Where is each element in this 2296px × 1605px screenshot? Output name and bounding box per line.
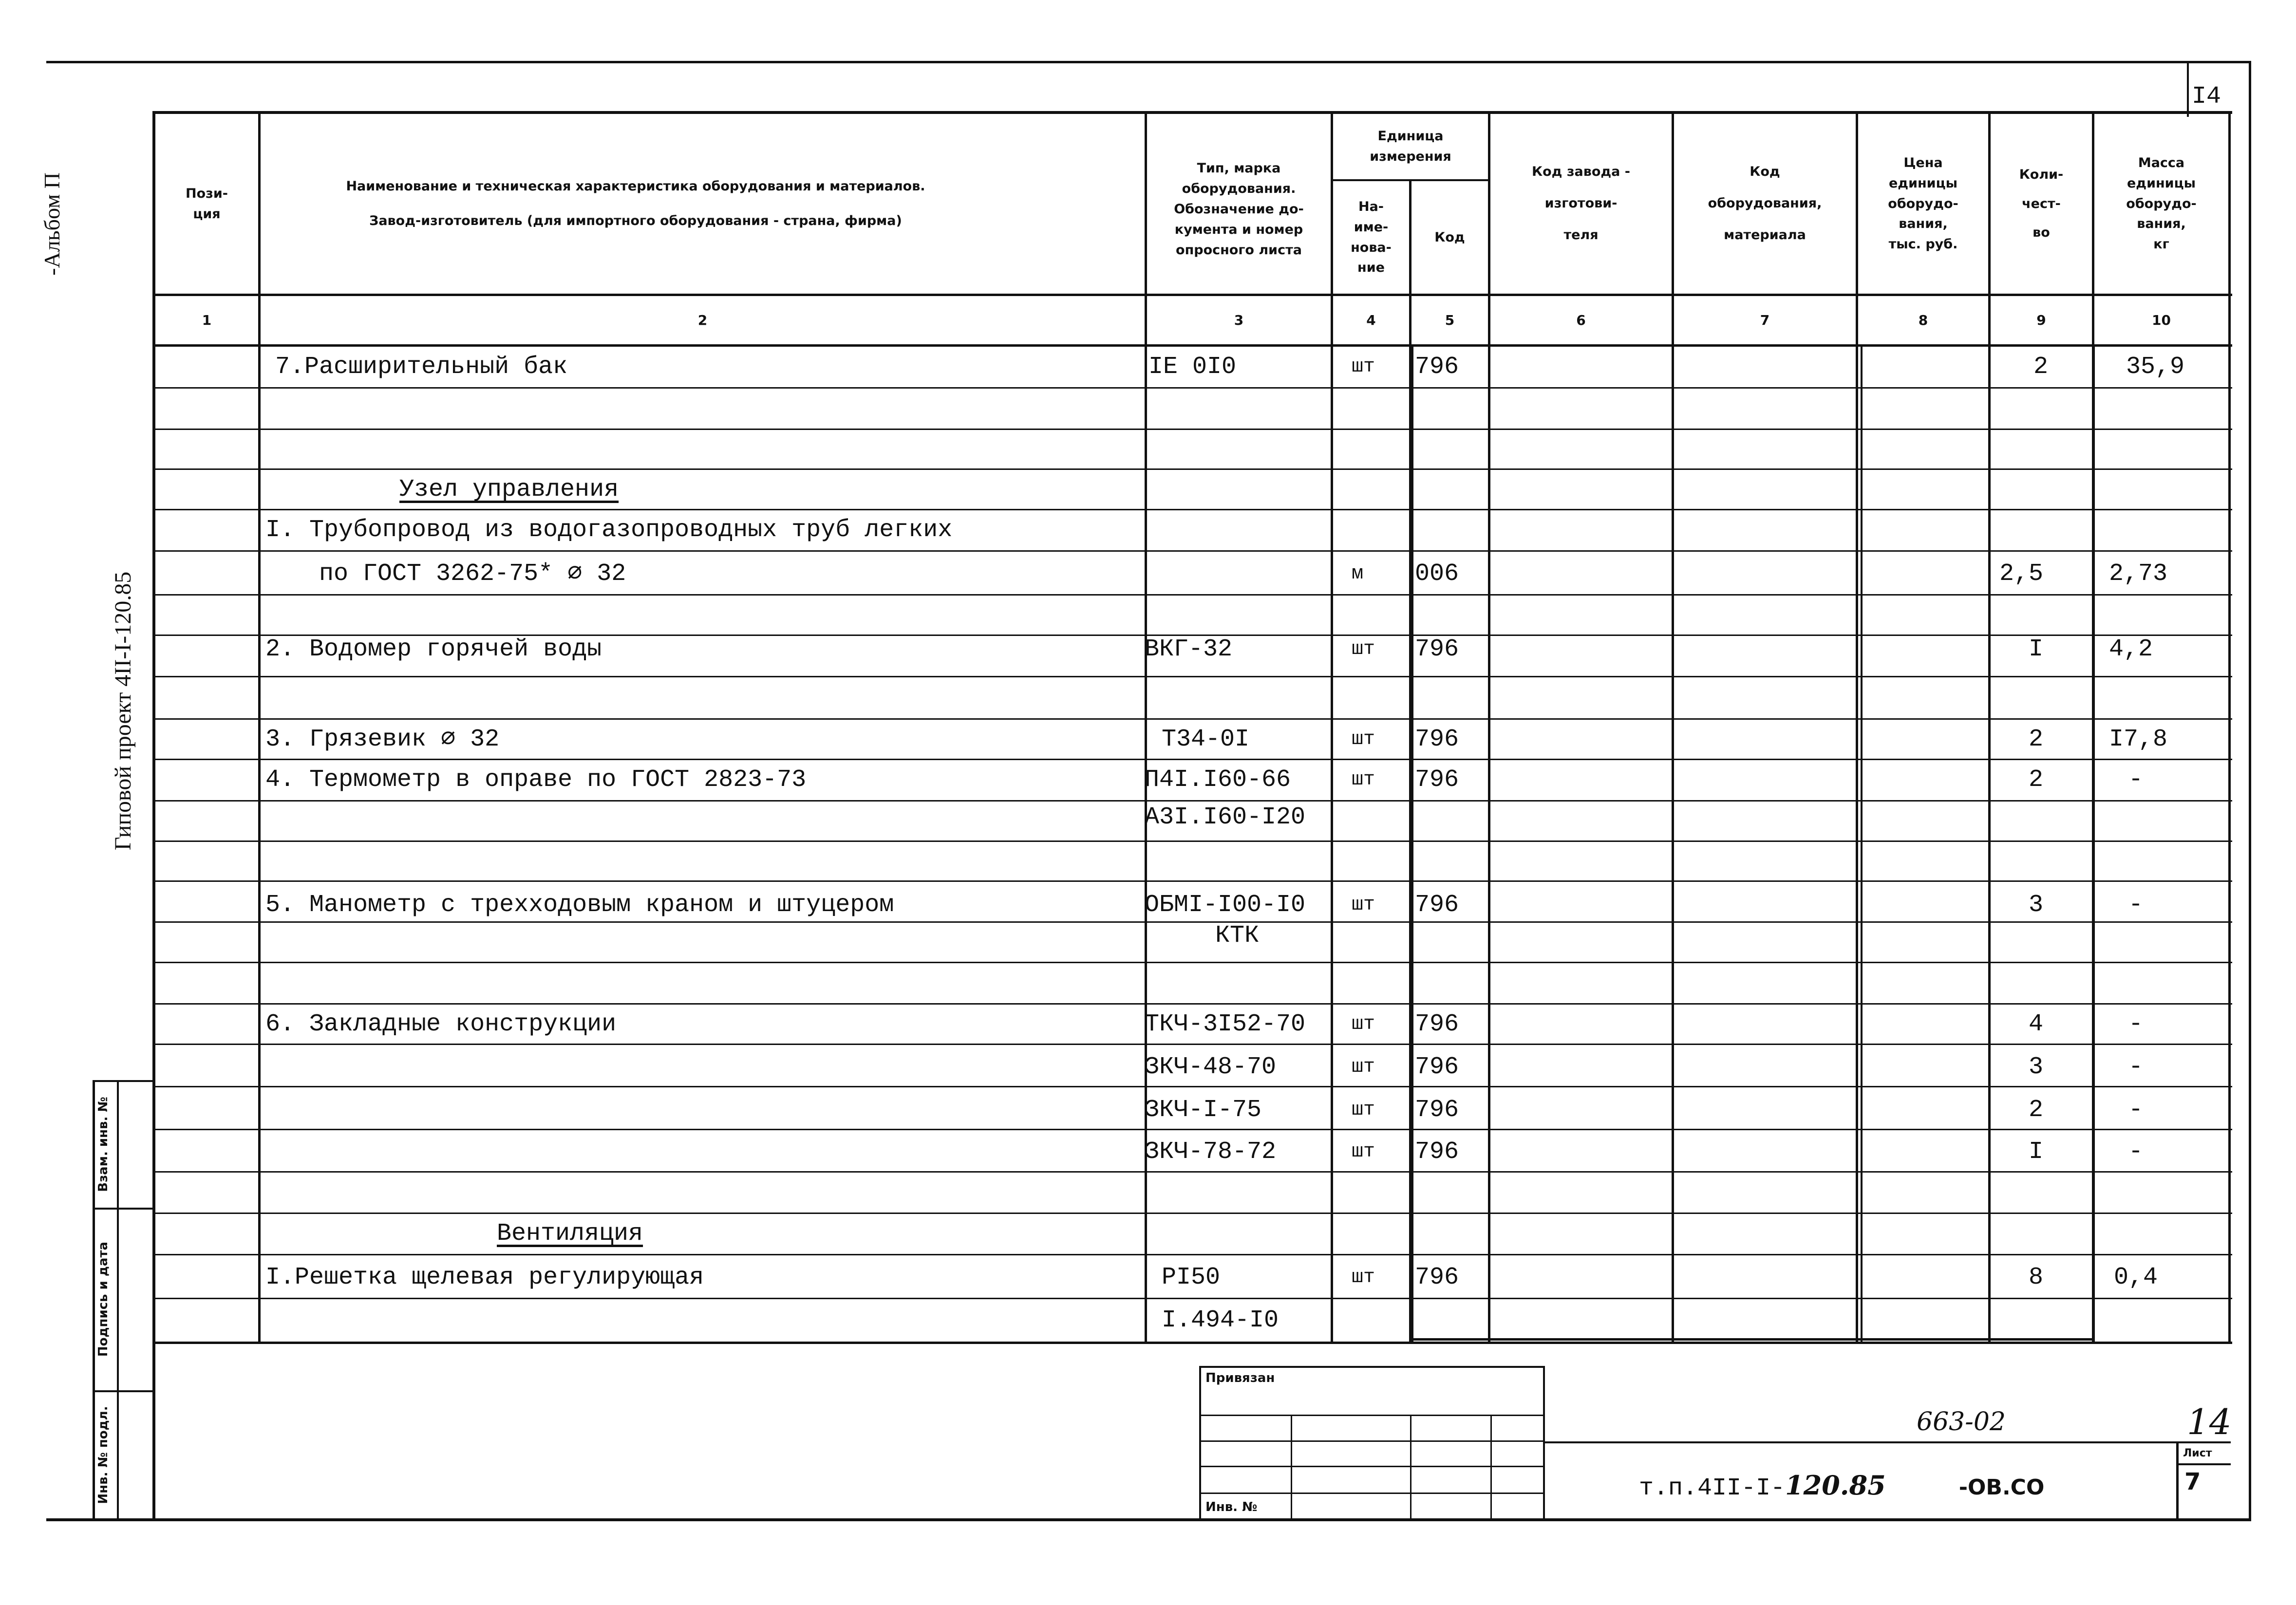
item-type: ТКЧ-3I52-70 xyxy=(1145,1010,1306,1038)
stamp-box-h1 xyxy=(1199,1415,1544,1416)
item-unit: шт xyxy=(1352,894,1375,916)
colnum-1: 1 xyxy=(202,312,212,328)
sheet-number-handwritten: 14 xyxy=(2187,1401,2232,1442)
header-factory-code: Код завода - изготови- теля xyxy=(1532,164,1630,243)
item-mass: 0,4 xyxy=(2114,1264,2158,1291)
item-qty: 4 xyxy=(2029,1010,2044,1038)
item-type: П4I.I60-66 xyxy=(1145,766,1291,794)
item-qty: I xyxy=(2029,1138,2044,1166)
item-unit: шт xyxy=(1352,1013,1375,1035)
item-qty: 8 xyxy=(2029,1264,2044,1291)
item-type: IE 0I0 xyxy=(1148,353,1237,381)
item-type: I.494-I0 xyxy=(1162,1306,1279,1334)
item-qty: 2 xyxy=(2029,1096,2044,1124)
corner-box-left xyxy=(2187,63,2189,117)
item-unit: шт xyxy=(1352,1056,1375,1078)
colnum-5: 5 xyxy=(1445,312,1455,328)
colnum-2: 2 xyxy=(697,312,708,328)
row-line xyxy=(152,1254,2232,1255)
item-unit: м xyxy=(1352,563,1364,585)
stamp-privyazan: Привязан xyxy=(1205,1371,1275,1385)
item-qty: 2,5 xyxy=(1999,560,2044,588)
item-mass: - xyxy=(2128,891,2144,919)
item-code: 796 xyxy=(1415,1053,1459,1081)
item-mass: - xyxy=(2128,1010,2144,1038)
item-name: I. Трубопровод из водогазопроводных труб легких xyxy=(265,516,953,544)
stamp-box-v2 xyxy=(1410,1415,1411,1519)
stamp-col-mid xyxy=(117,1080,119,1521)
project-label: Гиповой проект 4II-I-120.85 xyxy=(110,571,136,851)
item-type: ЗКЧ-78-72 xyxy=(1145,1138,1277,1166)
stamp-inv-podl: Инв. № подл. xyxy=(96,1406,111,1504)
accent-8 xyxy=(1861,344,1863,1343)
designation-prefix: т.п.4II-I- xyxy=(1639,1474,1786,1502)
item-qty: I xyxy=(2029,635,2044,663)
sheet-box-left xyxy=(2176,1441,2179,1521)
row-line xyxy=(152,1213,2232,1214)
stamp-box-top xyxy=(1199,1366,1544,1368)
item-type: ВКГ-32 xyxy=(1145,635,1233,663)
item-mass: 4,2 xyxy=(2109,635,2153,663)
item-unit: шт xyxy=(1352,356,1375,378)
stamp-box-h2 xyxy=(1199,1440,1544,1442)
album-label: -Альбом П xyxy=(39,172,64,276)
row-line xyxy=(152,840,2232,842)
header-position: Пози- ция xyxy=(186,186,228,222)
header-name: Наименование и техническая характеристика оборудования и материалов. Завод-изготовитель (для импортного оборудования - страна, фирма) xyxy=(346,179,925,228)
accent-9 xyxy=(2093,344,2095,1343)
item-type: ЗКЧ-I-75 xyxy=(1145,1096,1262,1124)
stamp-box-left xyxy=(1199,1366,1201,1521)
drawing-number: 663-02 xyxy=(1917,1407,2006,1437)
item-name: I.Решетка щелевая регулирующая xyxy=(265,1264,704,1291)
header-mass: Масса единицы оборудо- вания, кг xyxy=(2126,155,2197,252)
designation-number: 120.85 xyxy=(1785,1470,1886,1501)
stamp-signature-date: Подпись и дата xyxy=(96,1241,111,1357)
item-code: 796 xyxy=(1415,635,1459,663)
item-mass: - xyxy=(2128,766,2144,794)
colnum-10: 10 xyxy=(2152,312,2171,328)
item-name: 2. Водомер горячей воды xyxy=(265,635,602,663)
item-name: по ГОСТ 3262-75* ⌀ 32 xyxy=(319,560,626,588)
item-type: PI50 xyxy=(1162,1264,1221,1291)
item-mass: 35,9 xyxy=(2126,353,2185,381)
item-mass: - xyxy=(2128,1096,2144,1124)
designation-suffix: -ОВ.СО xyxy=(1958,1475,2045,1500)
header-unit-name: На- име- нова- ние xyxy=(1351,199,1392,276)
item-mass: I7,8 xyxy=(2109,726,2168,753)
item-code: 796 xyxy=(1415,353,1459,381)
item-code: 796 xyxy=(1415,891,1459,919)
row-line xyxy=(152,962,2232,963)
colnum-8: 8 xyxy=(1918,312,1928,328)
item-code: 796 xyxy=(1415,726,1459,753)
row-line xyxy=(152,676,2232,677)
item-type: А3I.I60-I20 xyxy=(1145,803,1306,831)
item-code: 796 xyxy=(1415,1138,1459,1166)
colnum-4: 4 xyxy=(1366,312,1376,328)
item-unit: шт xyxy=(1352,728,1375,750)
item-qty: 2 xyxy=(2029,766,2044,794)
stamp-h2 xyxy=(93,1208,153,1210)
frame-right-line xyxy=(2249,61,2251,1519)
item-name: 6. Закладные конструкции xyxy=(265,1010,617,1038)
item-code: 006 xyxy=(1415,560,1459,588)
sheet-box-mid xyxy=(2176,1463,2231,1465)
stamp-box-v1 xyxy=(1291,1415,1292,1519)
col-line-10 xyxy=(2228,111,2231,1343)
sheet-corner-number: I4 xyxy=(2192,83,2221,111)
colnum-3: 3 xyxy=(1234,312,1244,328)
item-qty: 2 xyxy=(2033,353,2049,381)
header-unit-code: Код xyxy=(1434,229,1465,245)
item-type: КТК xyxy=(1215,922,1260,950)
item-qty: 3 xyxy=(2029,1053,2044,1081)
stamp-box-right xyxy=(1543,1366,1545,1521)
item-code: 796 xyxy=(1415,1010,1459,1038)
stamp-box-h3 xyxy=(1199,1466,1544,1467)
header-unit: Единица измерения xyxy=(1370,129,1451,164)
item-type: ЗКЧ-48-70 xyxy=(1145,1053,1277,1081)
frame-top-line xyxy=(46,61,2250,63)
item-mass: - xyxy=(2128,1138,2144,1166)
header-type: Тип, марка оборудования. Обозначение до- кумента и номер опросного листа xyxy=(1174,161,1304,258)
item-name: 3. Грязевик ⌀ 32 xyxy=(265,726,500,753)
item-unit: шт xyxy=(1352,769,1375,791)
item-type: ОБМI-I00-I0 xyxy=(1145,891,1306,919)
item-name: 4. Термометр в оправе по ГОСТ 2823-73 xyxy=(265,766,807,794)
item-type: Т34-0I xyxy=(1162,726,1250,753)
title-block-top xyxy=(1544,1441,2231,1443)
item-code: 796 xyxy=(1415,766,1459,794)
stamp-inv-no: Инв. № xyxy=(1205,1500,1258,1514)
sheet-label: Лист xyxy=(2183,1447,2212,1459)
sheet-number: 7 xyxy=(2184,1468,2201,1495)
row-line xyxy=(152,429,2232,430)
stamp-col-left xyxy=(93,1080,95,1521)
stamp-box-v3 xyxy=(1490,1415,1492,1519)
item-unit: шт xyxy=(1352,1267,1375,1288)
item-code: 796 xyxy=(1415,1264,1459,1291)
colnum-9: 9 xyxy=(2036,312,2046,328)
item-name: 5. Манометр с трехходовым краном и штуцером xyxy=(265,891,894,919)
designation xyxy=(1639,1470,2044,1502)
header-quantity: Коли- чест- во xyxy=(2019,167,2064,241)
item-qty: 2 xyxy=(2029,726,2044,753)
frame-bottom-line xyxy=(46,1518,2251,1521)
item-unit: шт xyxy=(1352,638,1375,660)
item-code: 796 xyxy=(1415,1096,1459,1124)
colnum-6: 6 xyxy=(1576,312,1586,328)
item-name: 7.Расширительный бак xyxy=(275,353,568,381)
item-mass: 2,73 xyxy=(2109,560,2168,588)
section-ventilation: Вентиляция xyxy=(497,1220,643,1248)
row-line xyxy=(152,880,2232,882)
section-control-unit: Узел управления xyxy=(399,476,619,504)
accent-bottom-block xyxy=(1411,1338,2094,1341)
item-qty: 3 xyxy=(2029,891,2044,919)
item-unit: шт xyxy=(1352,1099,1375,1121)
stamp-box-h4 xyxy=(1199,1493,1544,1494)
header-unit-price: Цена единицы оборудо- вания, тыс. руб. xyxy=(1888,155,1958,252)
stamp-vzam-inv: Взам. инв. № xyxy=(96,1097,111,1192)
colnum-7: 7 xyxy=(1760,312,1770,328)
header-equipment-code: Код оборудования, материала xyxy=(1708,164,1822,243)
accent-5 xyxy=(1411,344,1413,1343)
item-mass: - xyxy=(2128,1053,2144,1081)
item-unit: шт xyxy=(1352,1141,1375,1163)
